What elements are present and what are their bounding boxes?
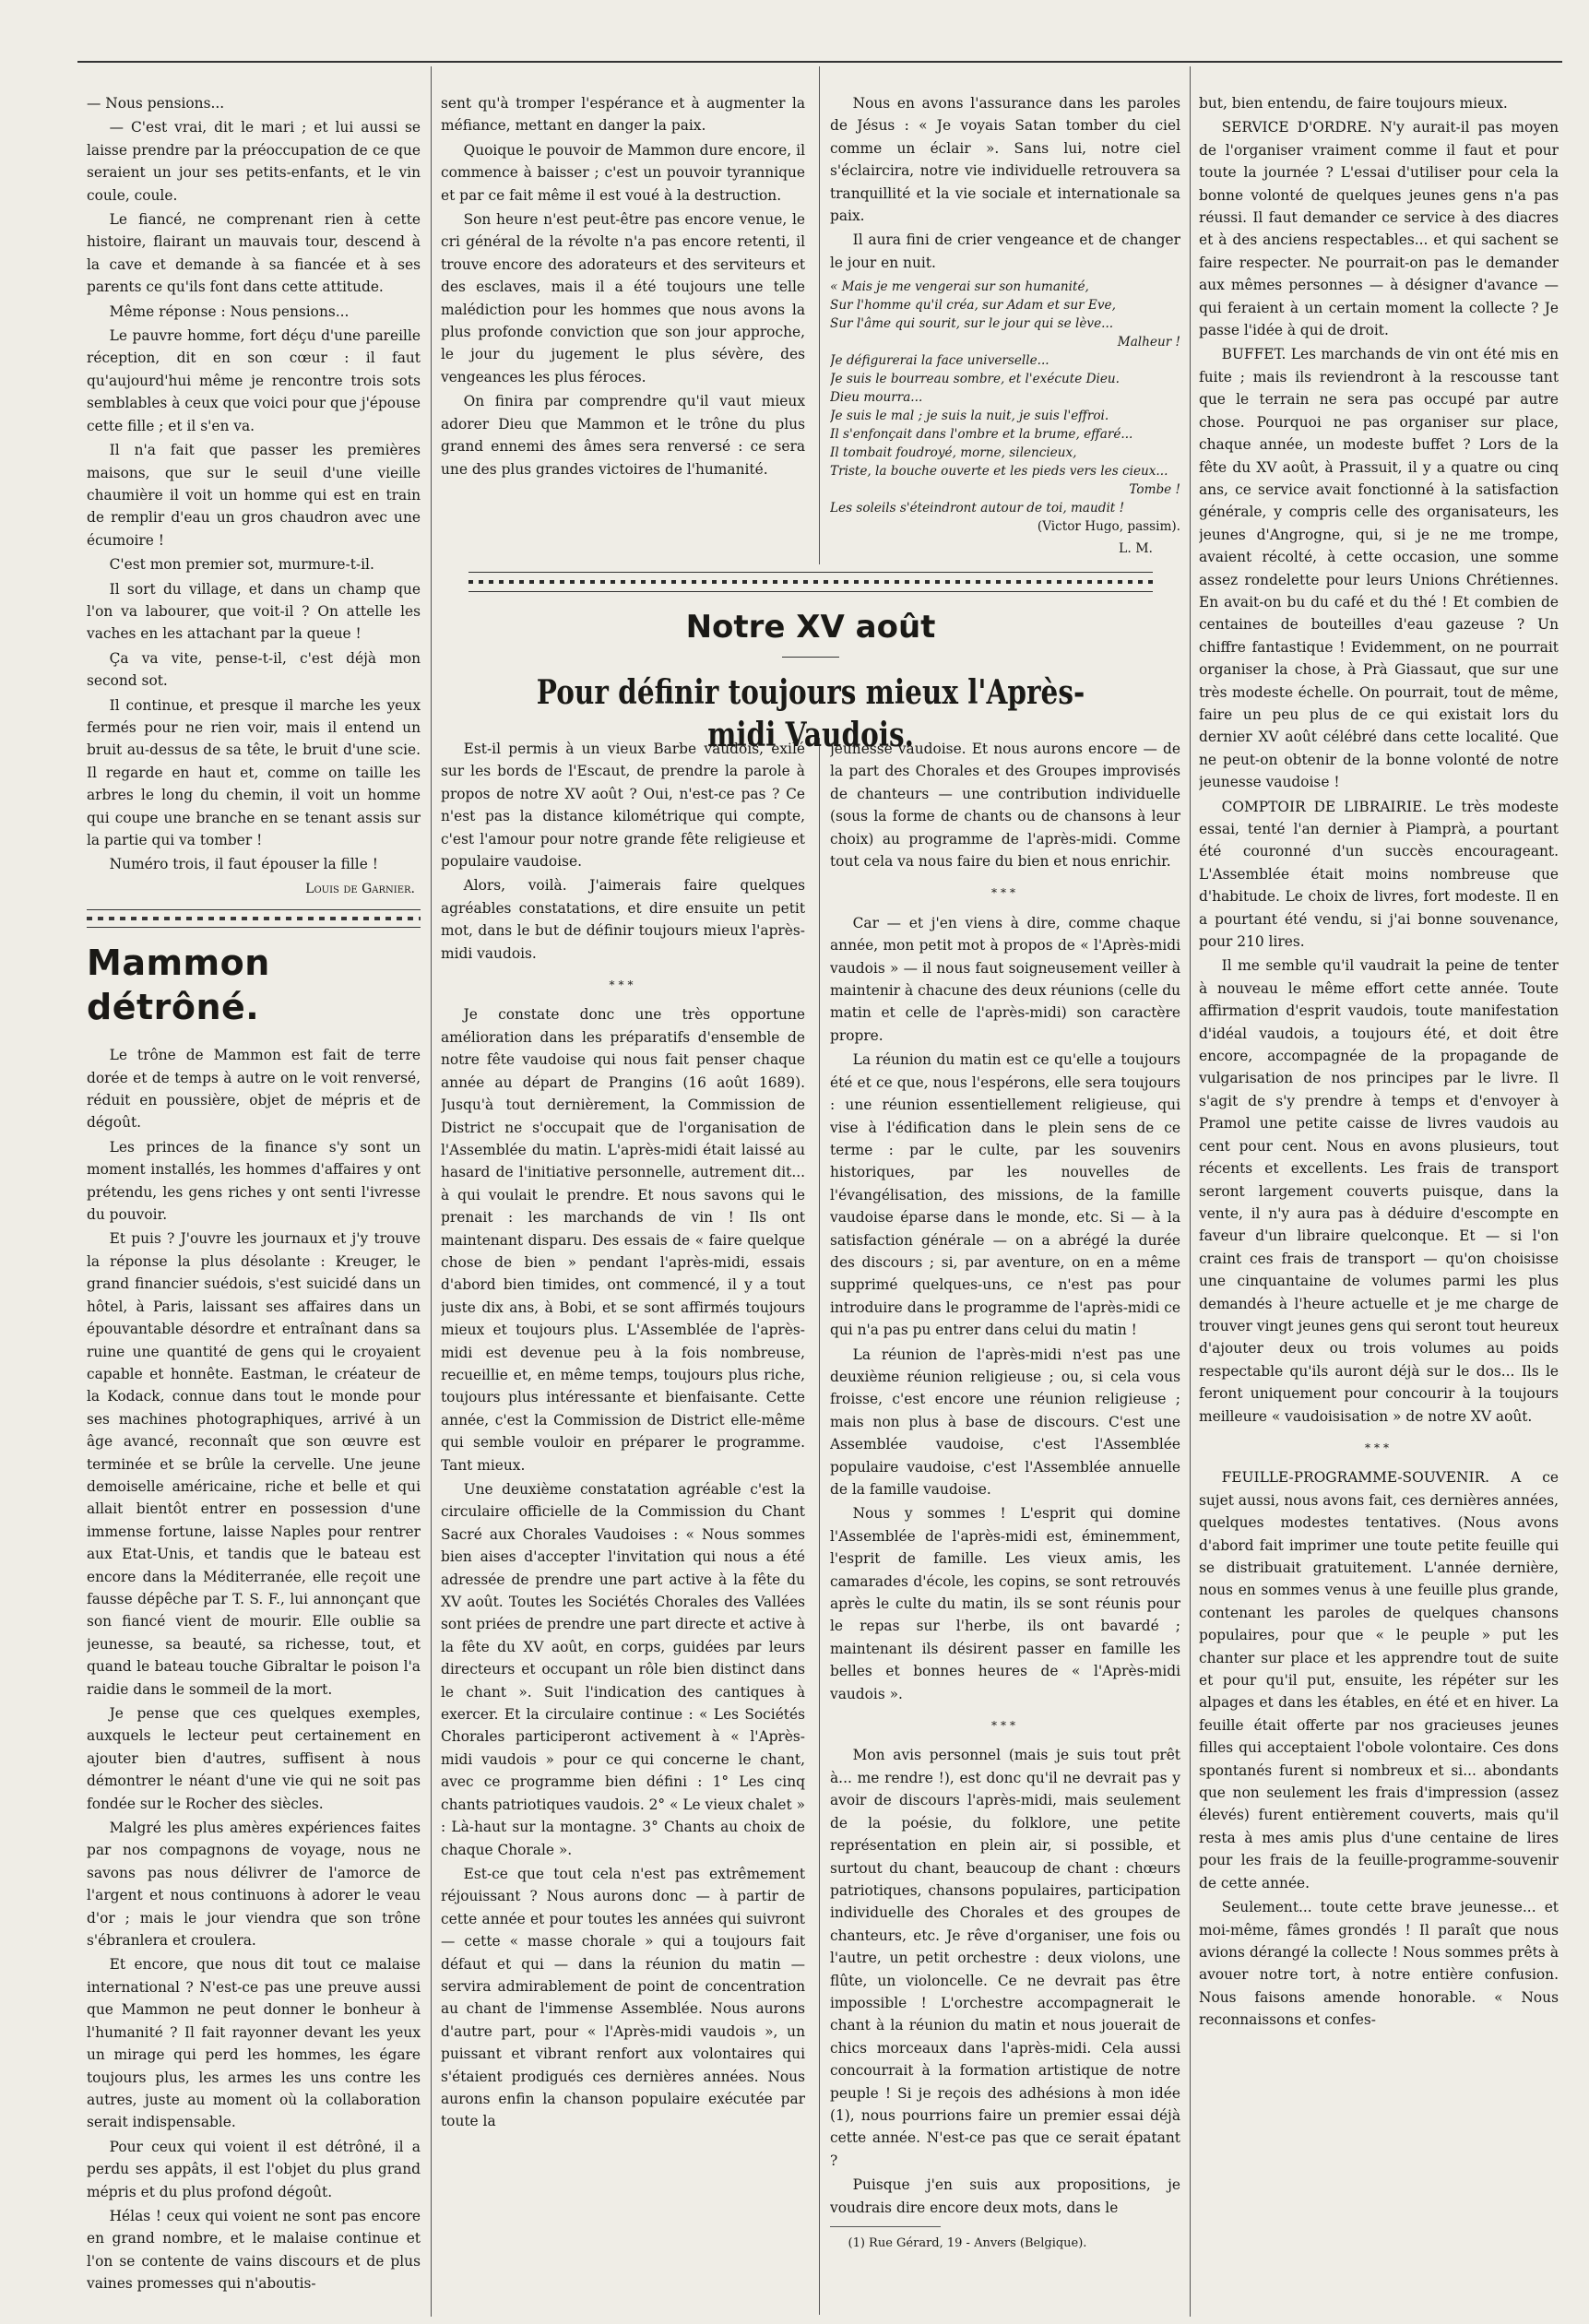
paragraph: C'est mon premier sot, murmure-t-il. bbox=[109, 556, 374, 574]
paragraph: Est-ce que tout cela n'est pas extrêmement réjouissant ? Nous aurons donc — à partir de cette année et pour toutes les années qui suivront — cette « masse chorale » qui a toujours fait défaut et qui — dans la réunion du matin — servira admirablement de point de concentration au chant de l'immense Assemblée. Nous aurons d'autre part, pour « l'Après-midi vaudois », un puissant et vibrant renfort aux volontaires qui s'étaient prodigués ces dernières années. Nous aurons enfin la chanson populaire exécutée par toute la bbox=[441, 1865, 805, 2130]
paragraph: COMPTOIR DE LIBRAIRIE. Le très modeste essai, tenté l'an dernier à Piamprà, a pourtant été couronné d'un succès encourageant. L'Assemblée était moins nombreuse que d'habitude. Le choix de livres, fort modeste. Il en a pourtant été vendu, si j'ai bonne souvenance, pour 210 lires. bbox=[1199, 798, 1559, 951]
paragraph: Malgré les plus amères expériences faites par nos compagnons de voyage, nous ne savons pas nous délivrer de l'amorce de l'argent et nous continuons à adorer le veau d'or ; mais le jour viendra que son trône s'ébranlera et croulera. bbox=[87, 1820, 421, 1950]
paragraph: Ça va vite, pense-t-il, c'est déjà mon second sot. bbox=[87, 649, 421, 690]
column-2 bbox=[441, 738, 805, 2306]
paragraph: Il continue, et presque il marche les yeux fermés pour ne rien voir, mais il entend un bruit au-dessus de sa tête, le bruit d'une scie. Il regarde en haut et, comme on taille les arbres le long du chemin, il voit un homme qui coupe une branche en se tenant assis sur la partie qui va tomber ! bbox=[87, 696, 421, 848]
paragraph: Je pense que ces quelques exemples, auxquels le lecteur peut certainement en ajouter bien d'autres, suffisent à nous démontrer le néant d'une vie qui ne soit pas fondée sur le Rocher des siècles. bbox=[87, 1705, 421, 1812]
paragraph: Hélas ! ceux qui voient ne sont pas encore en grand nombre, et le malaise continue et l'on se contente de vains discours et de plus vaines promesses qui n'aboutis- bbox=[87, 2207, 421, 2293]
paragraph: jeunesse vaudoise. Et nous aurons encore — de la part des Chorales et des Groupes improvisés de chanteurs — une contribution individuelle (sous la forme de chants ou de chansons à leur choix) au programme de l'après-midi. Comme tout cela va nous faire du bien et nous enrichir. bbox=[830, 741, 1180, 871]
poem-line: Les soleils s'éteindront autour de toi, maudit ! bbox=[830, 501, 1125, 516]
column-rule bbox=[819, 738, 820, 2315]
poem-line: « Mais je me vengerai sur son humanité, bbox=[830, 279, 1089, 295]
author-signature: Louis de Garnier. bbox=[305, 881, 415, 896]
paragraph: Quoique le pouvoir de Mammon dure encore, il commence à baisser ; c'est un pouvoir tyrannique et par ce fait même il est voué à la destruction. bbox=[441, 141, 805, 204]
section-stars: *** bbox=[991, 886, 1019, 900]
paragraph: Son heure n'est peut-être pas encore venue, le cri général de la révolte n'a pas encore retenti, il trouve encore des adorateurs et des serviteurs et des esclaves, mais il a été toujours une telle malédiction pour les hommes que nous avons la plus profonde conviction que son jour approche, le jour du jugement le plus sévère, des vengeances les plus féroces. bbox=[441, 211, 805, 385]
article-banner bbox=[441, 572, 1180, 754]
poem-line: Je défigurerai la face universelle... bbox=[830, 353, 1049, 369]
paragraph: Est-il permis à un vieux Barbe vaudois, exilé sur les bords de l'Escaut, de prendre la parole à propos de notre XV août ? Oui, n'est-ce pas ? Ce n'est pas la distance kilométrique qui compte, c'est l'amour pour notre grande fête religieuse et populaire vaudoise. bbox=[441, 741, 805, 871]
paragraph: Le fiancé, ne comprenant rien à cette histoire, flairant un mauvais tour, descend à la cave et demande à sa fiancée et à ses parents ce qu'ils font dans cette attitude. bbox=[87, 211, 421, 296]
footnote-rule bbox=[830, 2226, 941, 2227]
paragraph: Il sort du village, et dans un champ que l'on va labourer, que voit-il ? On attelle les vaches en les attachant par la queue ! bbox=[87, 580, 421, 643]
poem-line: Malheur ! bbox=[1117, 335, 1180, 350]
paragraph: Et encore, que nous dit tout ce malaise international ? N'est-ce pas une preuve aussi que Mammon ne peut donner le bonheur à l'humanité ? Il fait rayonner devant les yeux un mirage qui perd les hommes, les égare toujours plus, les armes les uns contre les autres, juste au moment où la collaboration serait indispensable. bbox=[87, 1956, 421, 2131]
paragraph: On finira par comprendre qu'il vaut mieux adorer Dieu que Mammon et le trône du plus grand ennemi des âmes sera renversé : ce sera une des plus grandes victoires de l'humanité. bbox=[441, 393, 805, 478]
poem-source: (Victor Hugo, passim). bbox=[1037, 519, 1180, 535]
column-3-top bbox=[830, 92, 1180, 567]
paragraph: Alors, voilà. J'aimerais faire quelques agréables constatations, et dire ensuite un petit mot, dans le but de définir toujours mieux l'après-midi vaudois. bbox=[441, 877, 805, 962]
poem-line: Triste, la bouche ouverte et les pieds vers les cieux... bbox=[830, 464, 1168, 480]
paragraph: but, bien entendu, de faire toujours mieux. bbox=[1199, 95, 1508, 112]
paragraph: Il me semble qu'il vaudrait la peine de tenter à nouveau le même effort cette année. Toute affirmation d'esprit vaudois, toute manifestation d'idéal vaudois, a toujours été, et doit être encore, accompagnée de la propagande de vulgarisation de nos principes par le livre. Il s'agit de s'y prendre à temps et d'envoyer à Pramol une petite caisse de livres vaudois au cent pour cent. Nous en avons plusieurs, tout récents et excellents. Les frais de transport seront largement couverts puisque, dans la vente, il n'y aura pas à déduire d'escompte en faveur d'un libraire quelconque. Et — si l'on craint ces frais de transport — qu'on choisisse une cinquantaine de volumes parmi les plus demandés à l'heure actuelle et je me charge de trouver vingt jeunes gens qui seront tout heureux d'ajouter deux ou trois volumes au poids respectable qu'ils auront déjà sur le dos... Ils le feront uniquement pour concourir à la toujours meilleure « vaudoisisation » de notre XV août. bbox=[1199, 957, 1559, 1425]
column-1 bbox=[87, 92, 421, 2306]
column-rule bbox=[431, 66, 432, 2317]
paragraph: Car — et j'en viens à dire, comme chaque année, mon petit mot à propos de « l'Après-midi vaudois » — il nous faut soigneusement veiller à maintenir à chacune des deux réunions (celle du matin et celle de l'après-midi) son caractère propre. bbox=[830, 914, 1180, 1044]
paragraph: SERVICE D'ORDRE. N'y aurait-il pas moyen de l'organiser vraiment comme il faut et pour toute la journée ? L'essai d'utiliser pour cela la bonne volonté de quelques jeunes gens n'a pas réussi. Il faut demander ce service à des diacres et à des anciens respectables... et qui sachent se faire respecter. Ne pourrait-on pas le demander aux mêmes personnes — à désigner d'avance — qui feraient à un certain moment la collecte ? Je passe l'idée à qui de droit. bbox=[1199, 119, 1559, 339]
paragraph: Pour ceux qui voient il est détrôné, il a perdu ses appâts, il est l'objet du plus grand mépris et du plus profond dégoût. bbox=[87, 2138, 421, 2200]
paragraph: Le pauvre homme, fort déçu d'une pareille réception, dit en son cœur : il faut qu'aujourd'hui même je rencontre trois sots semblables à ceux que voici pour que j'épouse cette fille ; et il s'en va. bbox=[87, 327, 421, 434]
section-stars: *** bbox=[609, 978, 637, 992]
paragraph: Il n'a fait que passer les premières maisons, que sur le seuil d'une vieille chaumière il voit un homme qui est en train de remplir d'eau un gros chaudron avec une écumoire ! bbox=[87, 442, 421, 549]
paragraph: Une deuxième constatation agréable c'est la circulaire officielle de la Commission du Chant Sacré aux Chorales Vaudoises : « Nous sommes bien aises d'accepter l'invitation qui nous a été adressée de prendre une part active à la fête du XV août. Toutes les Sociétés Chorales des Vallées sont priées de prendre une part directe et active à la fête du XV août, en corps, guidées par leurs directeurs et occupant un rôle bien distinct dans le chant ». Suit l'indication des cantiques à exercer. Et la circulaire continue : « Les Sociétés Chorales participeront activement à « l'Après-midi vaudois » pour ce qui concerne le chant, avec ce programme bien défini : 1° Les cinq chants patriotiques vaudois. 2° « Le vieux chalet » : Là-haut sur la montagne. 3° Chants au choix de chaque Chorale ». bbox=[441, 1481, 805, 1858]
paragraph: Mon avis personnel (mais je suis tout prêt à... me rendre !), est donc qu'il ne devrait pas y avoir de discours l'après-midi, mais seulement de la poésie, du folklore, une petite représentation en plein air, si possible, et surtout du chant, beaucoup de chant : chœurs patriotiques, chansons populaires, participation individuelle des Chorales et des groupes de chanteurs, etc. Je rêve d'organiser, une fois ou l'autre, un petit orchestre : deux violons, une flûte, un violoncelle. Ce ne devrait pas être impossible ! L'orchestre accompagnerait le chant à la réunion du matin et nous jouerait de chics morceaux dans l'après-midi. Cela aussi concourrait à la formation artistique de notre peuple ! Si je reçois des adhésions à mon idée (1), nous pourrions faire un premier essai déjà cette année. N'est-ce pas que ce serait épatant ? bbox=[830, 1747, 1180, 2169]
section-stars: *** bbox=[1365, 1441, 1393, 1454]
footnote: (1) Rue Gérard, 19 - Anvers (Belgique). bbox=[848, 2236, 1087, 2250]
paragraph: Les princes de la finance s'y sont un moment installés, les hommes d'affaires y ont prétendu, les gens riches y ont senti l'ivresse du pouvoir. bbox=[87, 1138, 421, 1224]
paragraph: Même réponse : Nous pensions... bbox=[109, 302, 350, 320]
paragraph: — C'est vrai, dit le mari ; et lui aussi se laisse prendre par la préoccupation de ce que seraient un jour ses petits-enfants, et le vin coule, coule. bbox=[87, 119, 421, 204]
section-title: Notre XV août bbox=[685, 609, 936, 646]
paragraph: — Nous pensions... bbox=[87, 95, 225, 112]
paragraph: La réunion du matin est ce qu'elle a toujours été et ce que, nous l'espérons, elle sera toujours : une réunion essentiellement religieuse, qui vise à l'édification dans le plein sens de ce terme : par le culte, par les souvenirs historiques, par les nouvelles de l'évangélisation, des missions, de la famille vaudoise éparse dans le monde, etc. Si — à la satisfaction générale — on a abrégé la durée des discours ; si, par aventure, on en a même supprimé quelques-uns, ce n'est pas pour introduire dans le programme de l'après-midi ce qui n'a pas pu entrer dans celui du matin ! bbox=[830, 1051, 1180, 1339]
paragraph: Nous y sommes ! L'esprit qui domine l'Assemblée de l'après-midi est, éminemment, l'esprit de famille. Les vieux amis, les camarades d'école, les copins, se sont retrouvés après le culte du matin, ils se sont réunis pour le repas sur l'herbe, ils ont bavardé ; maintenant ils désirent passer en famille les belles et bonnes heures de « l'Après-midi vaudois ». bbox=[830, 1505, 1180, 1702]
paragraph: sent qu'à tromper l'espérance et à augmenter la méfiance, mettant en danger la paix. bbox=[441, 95, 805, 135]
column-rule bbox=[819, 66, 820, 564]
column-2-top bbox=[441, 92, 805, 553]
ornamental-divider bbox=[87, 909, 421, 928]
poem-line: Tombe ! bbox=[1129, 482, 1180, 498]
poem-line: Je suis le bourreau sombre, et l'exécute Dieu. bbox=[830, 372, 1120, 387]
ornamental-divider bbox=[468, 572, 1153, 592]
column-3 bbox=[830, 738, 1180, 2306]
author-signature: L. M. bbox=[1119, 541, 1153, 557]
paragraph: Seulement... toute cette brave jeunesse... et moi-même, fâmes grondés ! Il paraît que nous avions dérangé la collecte ! Nous sommes prêts à avouer notre tort, à notre entière confusion. Nous faisons amende honorable. « Nous reconnaissons et confes- bbox=[1199, 1899, 1559, 2029]
column-4 bbox=[1199, 92, 1559, 2306]
paragraph: Je constate donc une très opportune amélioration dans les préparatifs d'ensemble de notre fête vaudoise qui nous fait penser chaque année au départ de Prangins (16 août 1689). Jusqu'à tout dernièrement, la Commission de District ne s'occupait que de l'organisation de l'Assemblée du matin. L'après-midi était laissé au hasard de l'initiative personnelle, autrement dit... à qui voulait le prendre. Et nous savons qui le prenait : les marchands de vin ! Ils ont maintenant disparu. Des essais de « faire quelque chose de bien » pendant l'après-midi, essais d'abord bien timides, ont commencé, il y a tout juste dix ans, à Bobi, et se sont affirmés toujours mieux et toujours plus. L'Assemblée de l'après-midi est devenue peu à la fois nombreuse, recueillie et, en même temps, toujours plus riche, toujours plus intéressante et bienfaisante. Cette année, c'est la Commission de District elle-même qui semble vouloir en préparer le programme. Tant mieux. bbox=[441, 1006, 805, 1474]
paragraph: Numéro trois, il faut épouser la fille ! bbox=[109, 856, 378, 873]
section-stars: *** bbox=[991, 1719, 1019, 1733]
poem-line: Il s'enfonçait dans l'ombre et la brume, effaré... bbox=[830, 427, 1133, 443]
article-title: Mammon détrôné. bbox=[87, 943, 270, 1028]
paragraph: Le trône de Mammon est fait de terre dorée et de temps à autre on le voit renversé, réduit en poussière, objet de mépris et de dégoût. bbox=[87, 1047, 421, 1132]
column-rule bbox=[1190, 66, 1191, 2317]
paragraph: Et puis ? J'ouvre les journaux et j'y trouve la réponse la plus désolante : Kreuger, le grand financier suédois, s'est suicidé dans un hôtel, à Paris, laissant ses affaires dans un épouvantable désordre et entraînant dans sa ruine une quantité de gens qui le croyaient capable et honnête. Eastman, le créateur de la Kodack, connue dans tout le monde pour ses machines photographiques, arrivé à un âge avancé, reconnaît que son œuvre est terminée et se brûle la cervelle. Une jeune demoiselle américaine, riche et belle et qui allait bientôt entrer en possession d'une immense fortune, laisse Naples pour rentrer aux Etat-Unis, et tandis que le bateau est encore dans la Méditerranée, elle reçoit une fausse dépêche par T. S. F., lui annonçant que son fiancé vient de mourir. Elle oublie sa jeunesse, sa beauté, sa richesse, tout, et quand le bateau touche Gibraltar le poison l'a raidie dans le sommeil de la mort. bbox=[87, 1230, 421, 1698]
paragraph: Il aura fini de crier vengeance et de changer le jour en nuit. bbox=[830, 231, 1180, 271]
poem-line: Sur l'homme qu'il créa, sur Adam et sur Eve, bbox=[830, 298, 1116, 314]
poem-quote bbox=[830, 278, 1180, 536]
paragraph: La réunion de l'après-midi n'est pas une deuxième réunion religieuse ; ou, si cela vous froisse, c'est encore une réunion religieuse ; mais non plus à base de discours. C'est une Assemblée vaudoise, c'est l'Assemblée populaire vaudoise, c'est l'Assemblée annuelle de la famille vaudoise. bbox=[830, 1346, 1180, 1498]
poem-line: Il tombait foudroyé, morne, silencieux, bbox=[830, 445, 1077, 461]
top-rule bbox=[77, 61, 1562, 63]
article-title: Pour définir toujours mieux l'Après-midi Vaudois. bbox=[536, 673, 1085, 754]
paragraph: BUFFET. Les marchands de vin ont été mis en fuite ; mais ils reviendront à la rescousse tant que le terrain ne sera pas occupé par autre chose. Pourquoi ne pas organiser sur place, chaque année, un modeste buffet ? Lors de la fête du XV août, à Prassuit, il y a quatre ou cinq ans, ce service avait fonctionné à la satisfaction générale, y compris celle des organisateurs, les jeunes d'Angrogne, qui, si je ne me trompe, avaient récolté, à cette occasion, une somme assez rondelette pour leurs Unions Chrétiennes. En avait-on bu du café et du thé ! Et combien de centaines de bouteilles d'eau gazeuse ? Un chiffre fantastique ! Evidemment, on ne pourrait organiser la chose, à Prà Giassaut, que sur une très modeste échelle. On pourrait, tout de même, faire un peu plus de ce qui existait lors du dernier XV août célébré dans cette localité. Que ne peut-on obtenir de la bonne volonté de notre jeunesse vaudoise ! bbox=[1199, 346, 1559, 791]
poem-line: Dieu mourra... bbox=[830, 390, 923, 406]
paragraph: Nous en avons l'assurance dans les paroles de Jésus : « Je voyais Satan tomber du ciel comme un éclair ». Sans lui, notre ciel s'éclaircira, notre vie individuelle retrouvera sa tranquillité et la vie sociale et internationale sa paix. bbox=[830, 95, 1180, 225]
paragraph: FEUILLE-PROGRAMME-SOUVENIR. A ce sujet aussi, nous avons fait, ces dernières années, quelques modestes tentatives. (Nous avons d'abord fait imprimer une toute petite feuille qui se distribuait gratuitement. L'année dernière, nous en sommes venus à une feuille plus grande, contenant les paroles de quelques chansons populaires, pour que « le peuple » put les chanter sur place et les apprendre tout de suite et pour qu'il put, ensuite, les répéter sur les alpages et dans les étables, en été et en hiver. La feuille était offerte par nos gracieuses jeunes filles qui acceptaient l'obole volontaire. Ces dons spontanés furent si nombreux et si... abondants que non seulement les frais d'impression (assez élevés) furent entièrement couverts, mais qu'il resta à mes amis plus d'une centaine de lires pour les frais de la feuille-programme-souvenir de cette année. bbox=[1199, 1469, 1559, 1891]
title-dash bbox=[782, 657, 839, 658]
paragraph: Puisque j'en suis aux propositions, je voudrais dire encore deux mots, dans le bbox=[830, 2176, 1180, 2216]
poem-line: Sur l'âme qui sourit, sur le jour qui se lève... bbox=[830, 316, 1114, 332]
poem-line: Je suis le mal ; je suis la nuit, je suis l'effroi. bbox=[830, 409, 1109, 424]
